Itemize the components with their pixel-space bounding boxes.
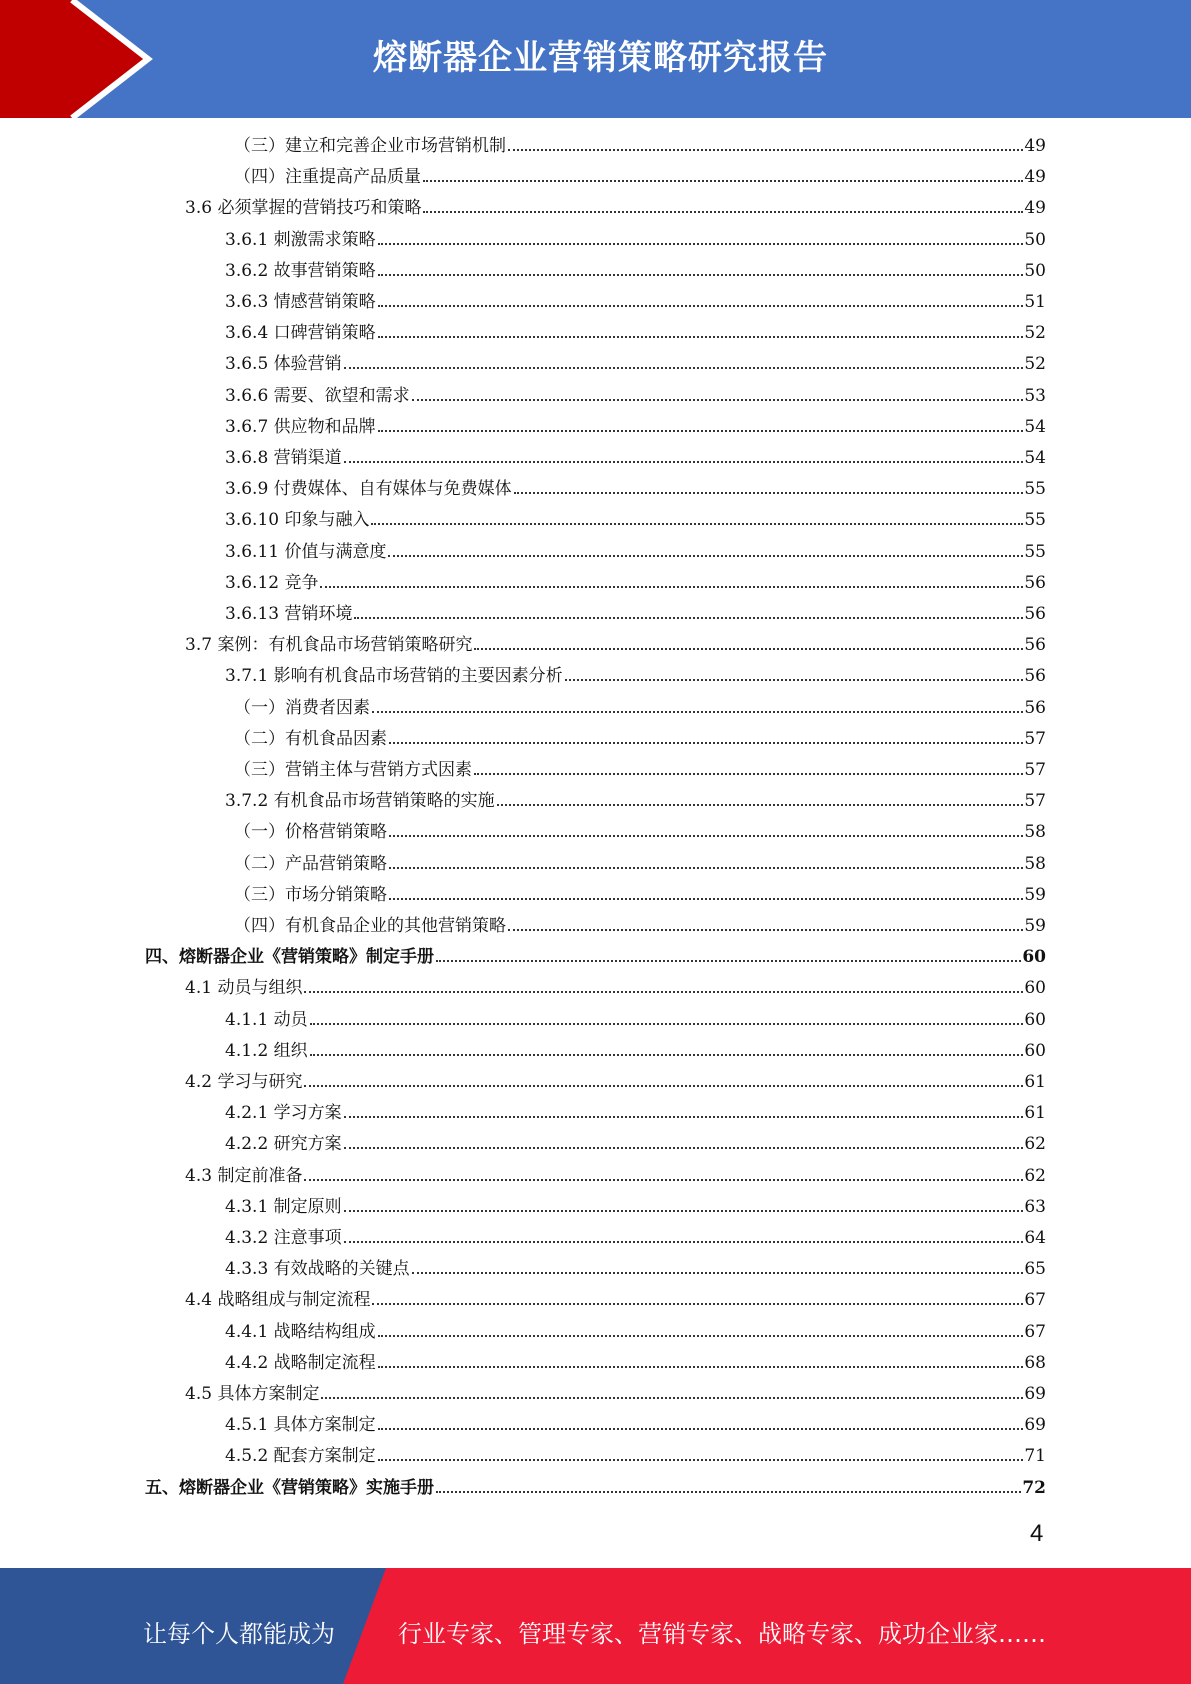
dot-leader [304, 1179, 1023, 1181]
dot-leader [354, 617, 1023, 619]
toc-entry-page: 52 [1024, 323, 1046, 344]
toc-entry-title: 4.4.1 战略结构组成 [225, 1321, 376, 1342]
toc-entry-page: 56 [1024, 572, 1046, 593]
toc-entry[interactable] [225, 1438, 1046, 1466]
footer-banner [0, 1568, 1191, 1684]
dot-leader [436, 960, 1021, 962]
toc-entry-title: 4.5.1 具体方案制定 [225, 1415, 376, 1436]
toc-entry-title: 3.6.6 需要、欲望和需求 [225, 385, 410, 406]
toc-entry-page: 56 [1024, 697, 1046, 718]
toc-entry-page: 67 [1024, 1290, 1046, 1311]
dot-leader [310, 1054, 1024, 1056]
toc-entry-page: 60 [1024, 1040, 1046, 1061]
toc-entry-page: 72 [1022, 1477, 1046, 1498]
toc-entry[interactable] [185, 1282, 1046, 1310]
toc-entry-page: 55 [1024, 541, 1046, 562]
dot-leader [388, 555, 1023, 557]
dot-leader [344, 1116, 1024, 1118]
toc-entry-page: 59 [1024, 884, 1046, 905]
toc-entry-page: 67 [1024, 1321, 1046, 1342]
toc-entry-title: 四、熔断器企业《营销策略》制定手册 [145, 947, 434, 968]
dot-leader [497, 804, 1024, 806]
toc-entry[interactable] [185, 1064, 1046, 1092]
toc-entry-page: 52 [1024, 354, 1046, 375]
toc-entry-title: 4.5.2 配套方案制定 [225, 1446, 376, 1467]
page-number: 4 [1030, 1520, 1044, 1547]
dot-leader [474, 648, 1023, 650]
dot-leader [389, 867, 1023, 869]
toc-entry[interactable] [225, 534, 1046, 562]
toc-entry-title: 4.2 学习与研究 [185, 1072, 303, 1092]
toc-entry-page: 56 [1024, 635, 1046, 656]
toc-entry-title: 3.6.7 供应物和品牌 [225, 416, 376, 437]
toc-entry-title: 4.2.2 研究方案 [225, 1134, 342, 1155]
dot-leader [304, 991, 1023, 993]
toc-entry[interactable] [225, 1126, 1046, 1154]
toc-entry[interactable] [234, 752, 1046, 780]
toc-entry-title: 4.5 具体方案制定 [185, 1384, 320, 1404]
dot-leader [372, 711, 1023, 713]
dot-leader [378, 1366, 1024, 1368]
dot-leader [378, 1459, 1024, 1461]
toc-entry[interactable] [185, 190, 1046, 218]
toc-entry[interactable] [225, 658, 1046, 686]
dot-leader [344, 367, 1024, 369]
toc-entry-title: 3.6.1 刺激需求策略 [225, 229, 376, 250]
toc-entry[interactable] [225, 1314, 1046, 1342]
toc-entry[interactable] [225, 1033, 1046, 1061]
toc-entry-page: 56 [1024, 666, 1046, 687]
toc-entry-title: （四）注重提高产品质量 [234, 167, 421, 188]
toc-entry[interactable] [225, 1189, 1046, 1217]
dot-leader [344, 1147, 1024, 1149]
toc-entry-page: 60 [1024, 978, 1046, 999]
dot-leader [378, 1428, 1024, 1430]
dot-leader [304, 1085, 1023, 1087]
dot-leader [389, 835, 1023, 837]
dot-leader [378, 243, 1024, 245]
dot-leader [423, 180, 1023, 182]
dot-leader [412, 1272, 1024, 1274]
toc-entry[interactable] [225, 502, 1046, 530]
toc-entry[interactable] [185, 627, 1046, 655]
dot-leader [371, 523, 1023, 525]
toc-entry-page: 59 [1024, 916, 1046, 936]
toc-entry-title: 3.7.1 影响有机食品市场营销的主要因素分析 [225, 666, 563, 687]
toc-entry-title: 4.1 动员与组织 [185, 978, 303, 999]
toc-entry-title: （一）消费者因素 [234, 697, 370, 718]
toc-entry-title: 3.7.2 有机食品市场营销策略的实施 [225, 791, 495, 812]
toc-entry-page: 50 [1024, 260, 1046, 281]
toc-entry-page: 65 [1024, 1259, 1046, 1280]
toc-entry-title: 3.6 必须掌握的营销技巧和策略 [185, 198, 422, 219]
toc-entry-page: 61 [1024, 1072, 1046, 1092]
toc-entry-page: 60 [1022, 947, 1046, 968]
dot-leader [378, 336, 1024, 338]
toc-entry-title: 4.3.3 有效战略的关键点 [225, 1259, 410, 1280]
toc-entry-page: 58 [1024, 822, 1046, 843]
toc-entry[interactable] [225, 1251, 1046, 1279]
toc-entry-title: （四）有机食品企业的其他营销策略 [234, 916, 506, 936]
toc-entry-page: 49 [1024, 167, 1046, 188]
toc-entry-title: （二）产品营销策略 [234, 853, 387, 874]
toc-entry-title: （三）建立和完善企业市场营销机制 [234, 136, 506, 156]
dot-leader [344, 1210, 1024, 1212]
toc-entry-page: 68 [1024, 1352, 1046, 1373]
toc-entry-page: 69 [1024, 1384, 1046, 1404]
toc-entry-title: 4.3.1 制定原则 [225, 1196, 342, 1217]
toc-entry-title: 3.6.8 营销渠道 [225, 448, 342, 468]
dot-leader [378, 305, 1024, 307]
dot-leader [514, 492, 1024, 494]
toc-entry-title: 3.6.13 营销环境 [225, 604, 353, 624]
toc-entry[interactable] [225, 596, 1046, 624]
toc-entry-page: 63 [1024, 1196, 1046, 1217]
toc-entry[interactable] [225, 315, 1046, 343]
toc-entry-page: 60 [1024, 1009, 1046, 1030]
toc-entry[interactable] [225, 565, 1046, 593]
dot-leader [389, 898, 1023, 900]
toc-entry[interactable] [234, 128, 1046, 156]
toc-entry-page: 49 [1024, 136, 1046, 156]
toc-entry[interactable] [234, 690, 1046, 718]
dot-leader [436, 1491, 1021, 1493]
toc-entry[interactable] [234, 159, 1046, 187]
dot-leader [310, 1023, 1024, 1025]
toc-entry-page: 61 [1024, 1103, 1046, 1124]
toc-entry-title: （二）有机食品因素 [234, 728, 387, 749]
toc-entry-title: 4.2.1 学习方案 [225, 1103, 342, 1124]
toc-entry-title: 3.6.10 印象与融入 [225, 510, 370, 531]
toc-entry-page: 55 [1024, 479, 1046, 500]
dot-leader [372, 1303, 1023, 1305]
toc-entry[interactable] [225, 409, 1046, 437]
toc-entry[interactable] [225, 222, 1046, 250]
toc-entry-page: 71 [1024, 1446, 1046, 1467]
toc-entry-title: 4.4 战略组成与制定流程 [185, 1290, 371, 1311]
toc-entry[interactable] [225, 1345, 1046, 1373]
toc-entry-title: 4.3 制定前准备 [185, 1165, 303, 1186]
toc-entry[interactable] [225, 1095, 1046, 1123]
dot-leader [508, 929, 1023, 931]
toc-entry-page: 69 [1024, 1415, 1046, 1436]
toc-entry[interactable] [225, 1220, 1046, 1248]
toc-entry-page: 62 [1024, 1165, 1046, 1186]
toc-entry-title: 五、熔断器企业《营销策略》实施手册 [145, 1477, 434, 1498]
toc-entry-title: （三）市场分销策略 [234, 884, 387, 905]
toc-entry-page: 49 [1024, 198, 1046, 219]
toc-entry[interactable] [234, 846, 1046, 874]
toc-entry-page: 57 [1024, 791, 1046, 812]
toc-entry-page: 64 [1024, 1228, 1046, 1248]
dot-leader [423, 211, 1023, 213]
toc-entry-title: 3.6.4 口碑营销策略 [225, 323, 376, 344]
toc-entry-page: 58 [1024, 853, 1046, 874]
toc-entry[interactable] [145, 1470, 1046, 1498]
dot-leader [378, 430, 1024, 432]
toc-entry[interactable] [185, 970, 1046, 998]
toc-entry-page: 55 [1024, 510, 1046, 531]
toc-entry-page: 56 [1024, 604, 1046, 624]
dot-leader [378, 1335, 1024, 1337]
toc-entry[interactable] [185, 1376, 1046, 1404]
toc-entry[interactable] [225, 783, 1046, 811]
toc-entry-title: （一）价格营销策略 [234, 822, 387, 843]
toc-entry-title: 4.3.2 注意事项 [225, 1228, 342, 1248]
toc-entry[interactable] [234, 908, 1046, 936]
toc-entry-page: 50 [1024, 229, 1046, 250]
toc-entry[interactable] [145, 939, 1046, 967]
toc-entry-page: 54 [1024, 448, 1046, 468]
toc-entry-title: 4.1.1 动员 [225, 1009, 308, 1030]
toc-entry-page: 54 [1024, 416, 1046, 437]
toc-entry-title: 4.4.2 战略制定流程 [225, 1352, 376, 1373]
toc-entry[interactable] [225, 440, 1046, 468]
toc-entry-title: 4.1.2 组织 [225, 1040, 308, 1061]
toc-entry[interactable] [225, 1407, 1046, 1435]
toc-entry[interactable] [225, 346, 1046, 374]
dot-leader [474, 773, 1023, 775]
toc-entry[interactable] [225, 284, 1046, 312]
dot-leader [378, 274, 1024, 276]
dot-leader [344, 461, 1024, 463]
dot-leader [565, 679, 1024, 681]
toc-entry-title: 3.6.11 价值与满意度 [225, 541, 387, 562]
footer-slogan-left: 让每个人都能成为 [143, 1620, 335, 1648]
toc-entry-title: 3.7 案例：有机食品市场营销策略研究 [185, 635, 473, 656]
dot-leader [320, 586, 1023, 588]
dot-leader [508, 149, 1023, 151]
toc-entry[interactable] [225, 253, 1046, 281]
dot-leader [344, 1241, 1024, 1243]
toc-entry[interactable] [234, 877, 1046, 905]
toc-entry-title: 3.6.3 情感营销策略 [225, 292, 376, 312]
toc-entry[interactable] [234, 814, 1046, 842]
toc-entry-page: 57 [1024, 760, 1046, 780]
toc-entry-page: 57 [1024, 728, 1046, 749]
toc-entry[interactable] [225, 471, 1046, 499]
toc-entry[interactable] [185, 1158, 1046, 1186]
dot-leader [412, 399, 1024, 401]
dot-leader [321, 1397, 1023, 1399]
toc-entry[interactable] [234, 721, 1046, 749]
toc-entry-page: 53 [1024, 385, 1046, 406]
toc-entry[interactable] [225, 1002, 1046, 1030]
toc-entry-title: 3.6.2 故事营销策略 [225, 260, 376, 281]
toc-entry-page: 62 [1024, 1134, 1046, 1155]
dot-leader [389, 742, 1023, 744]
footer-slogan-right: 行业专家、管理专家、营销专家、战略专家、成功企业家…… [398, 1620, 1046, 1648]
toc-entry-title: （三）营销主体与营销方式因素 [234, 760, 472, 780]
toc-entry-title: 3.6.5 体验营销 [225, 354, 342, 375]
toc-entry[interactable] [225, 378, 1046, 406]
header-banner [0, 0, 1191, 118]
report-title: 熔断器企业营销策略研究报告 [373, 38, 828, 78]
toc-entry-title: 3.6.9 付费媒体、自有媒体与免费媒体 [225, 479, 512, 500]
toc-entry-title: 3.6.12 竞争 [225, 572, 319, 593]
toc-entry-page: 51 [1024, 292, 1046, 312]
